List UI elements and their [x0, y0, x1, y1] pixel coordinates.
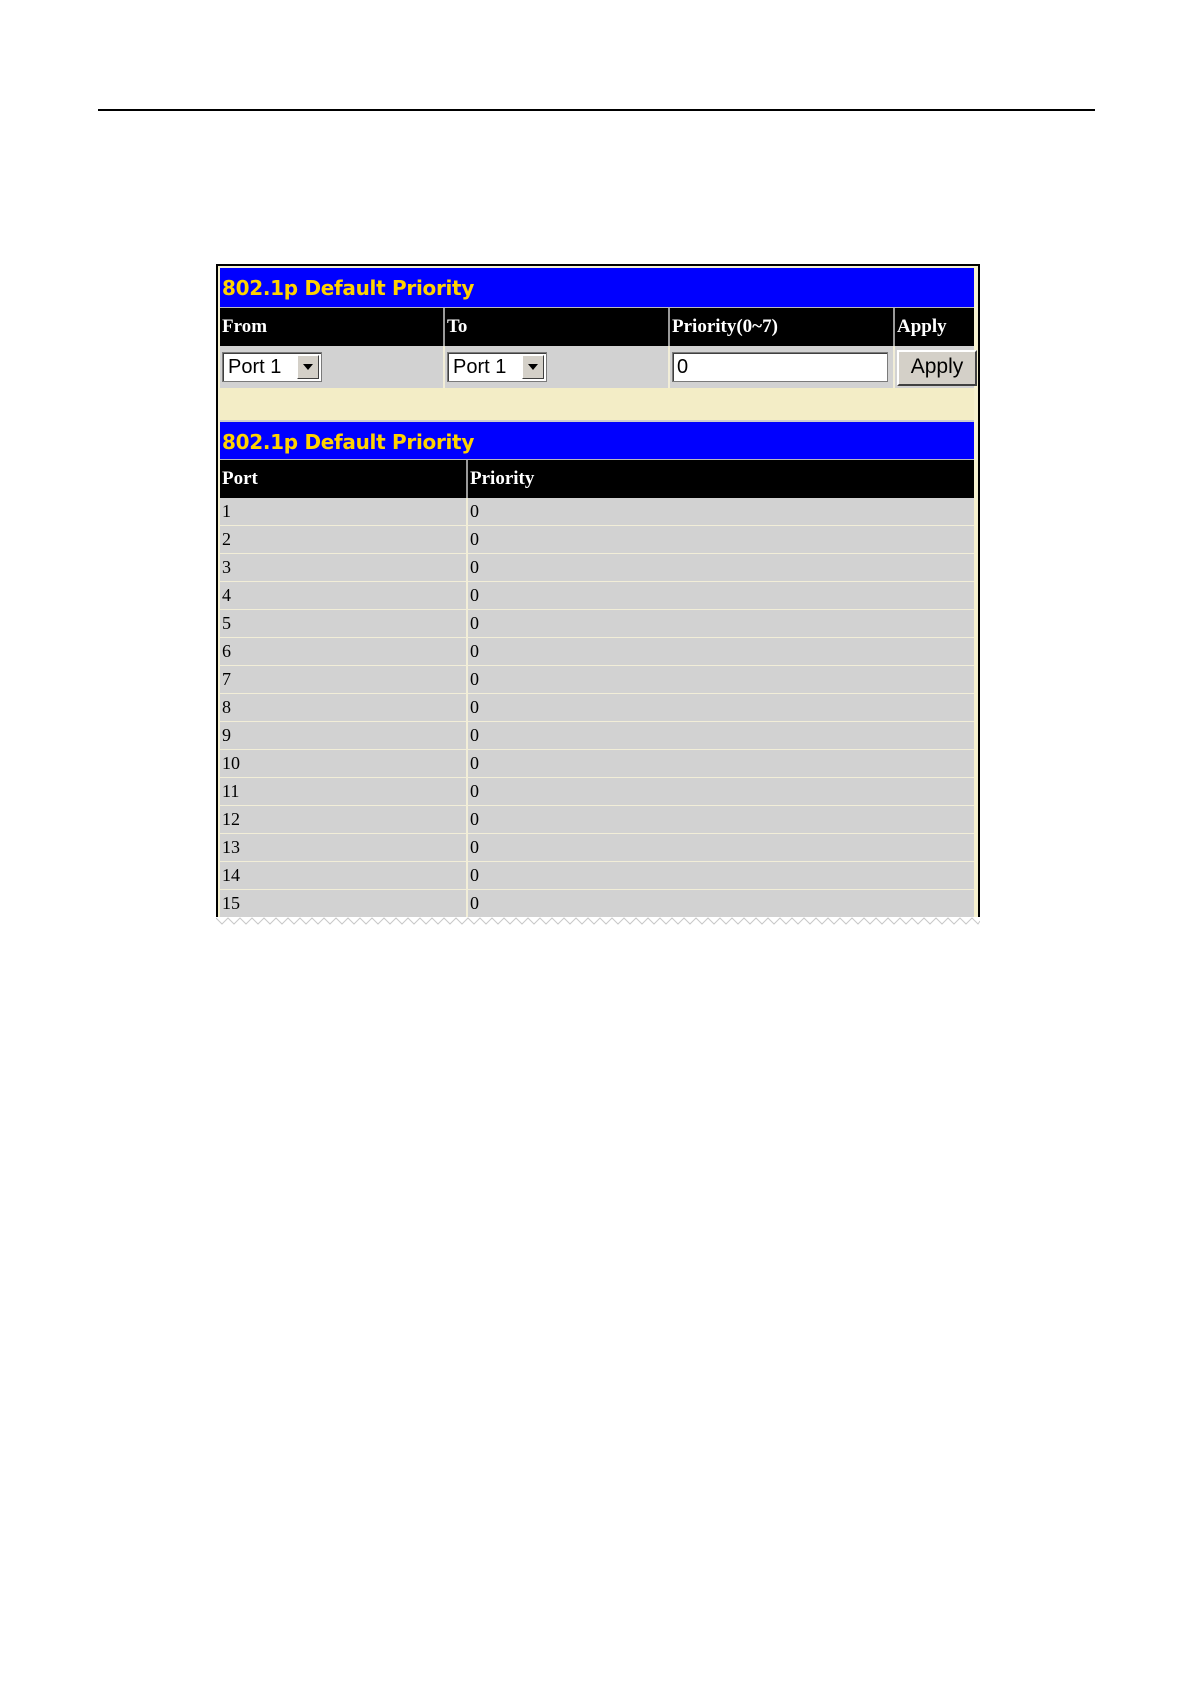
priority-cell-value: 0 [470, 641, 479, 661]
port-cell: 1 [220, 498, 468, 525]
table-row [220, 610, 974, 638]
from-dropdown-arrow-icon[interactable] [297, 355, 319, 379]
to-header: To [445, 308, 670, 346]
priority-cell-value: 0 [470, 753, 479, 773]
priority-cell-value: 0 [470, 501, 479, 521]
priority-cell-value: 0 [470, 585, 479, 605]
port-cell: 8 [220, 694, 468, 721]
port-cell: 10 [220, 750, 468, 777]
table-row [220, 750, 974, 778]
page-top-rule [98, 109, 1095, 111]
priority-cell-value: 0 [470, 669, 479, 689]
priority-cell-value: 0 [470, 809, 479, 829]
port-cell: 9 [220, 722, 468, 749]
priority-cell-value: 0 [470, 781, 479, 801]
table-header-row [220, 460, 974, 498]
port-cell: 15 [220, 890, 468, 917]
from-header: From [220, 308, 445, 346]
from-cell [220, 346, 445, 388]
priority-cell-value: 0 [470, 529, 479, 549]
table-row [220, 666, 974, 694]
torn-edge [216, 916, 980, 926]
table-row [220, 834, 974, 862]
table-row [220, 722, 974, 750]
from-port-value: Port 1 [228, 356, 282, 378]
table-row [220, 582, 974, 610]
config-header-row [220, 308, 974, 346]
port-cell: 3 [220, 554, 468, 581]
priority-cell-value: 0 [470, 697, 479, 717]
port-column-header: Port [220, 460, 468, 498]
from-port-select[interactable] [222, 352, 322, 382]
priority-cell-value: 0 [470, 893, 479, 913]
apply-cell [895, 346, 974, 388]
priority-cell-value: 0 [470, 865, 479, 885]
table-row [220, 890, 974, 917]
priority-cell-value: 0 [470, 557, 479, 577]
to-dropdown-arrow-icon[interactable] [522, 355, 544, 379]
screenshot-frame [216, 264, 980, 917]
table-row [220, 862, 974, 890]
apply-button[interactable]: Apply [897, 350, 977, 386]
port-cell: 13 [220, 834, 468, 861]
table-panel-title: 802.1p Default Priority [220, 420, 974, 460]
to-port-value: Port 1 [453, 356, 507, 378]
port-cell: 12 [220, 806, 468, 833]
table-row [220, 638, 974, 666]
priority-input[interactable]: 0 [672, 352, 888, 382]
port-cell: 5 [220, 610, 468, 637]
port-cell: 11 [220, 778, 468, 805]
port-cell: 4 [220, 582, 468, 609]
priority-cell-value: 0 [470, 837, 479, 857]
priority-panel [220, 268, 974, 917]
apply-header: Apply [897, 316, 947, 337]
table-row [220, 778, 974, 806]
priority-range-header: Priority(0~7) [670, 308, 895, 346]
table-row [220, 694, 974, 722]
config-panel-title: 802.1p Default Priority [220, 268, 974, 308]
port-cell: 14 [220, 862, 468, 889]
priority-table-body [220, 498, 974, 917]
config-form-row [220, 346, 974, 388]
port-cell: 6 [220, 638, 468, 665]
priority-column-header: Priority [470, 468, 535, 489]
panel-spacer [220, 388, 974, 420]
to-port-select[interactable] [447, 352, 547, 382]
priority-cell [670, 346, 895, 388]
table-row [220, 554, 974, 582]
priority-cell-value: 0 [470, 725, 479, 745]
table-row [220, 498, 974, 526]
priority-cell-value: 0 [470, 613, 479, 633]
port-cell: 7 [220, 666, 468, 693]
to-cell [445, 346, 670, 388]
port-cell: 2 [220, 526, 468, 553]
table-row [220, 806, 974, 834]
table-row [220, 526, 974, 554]
